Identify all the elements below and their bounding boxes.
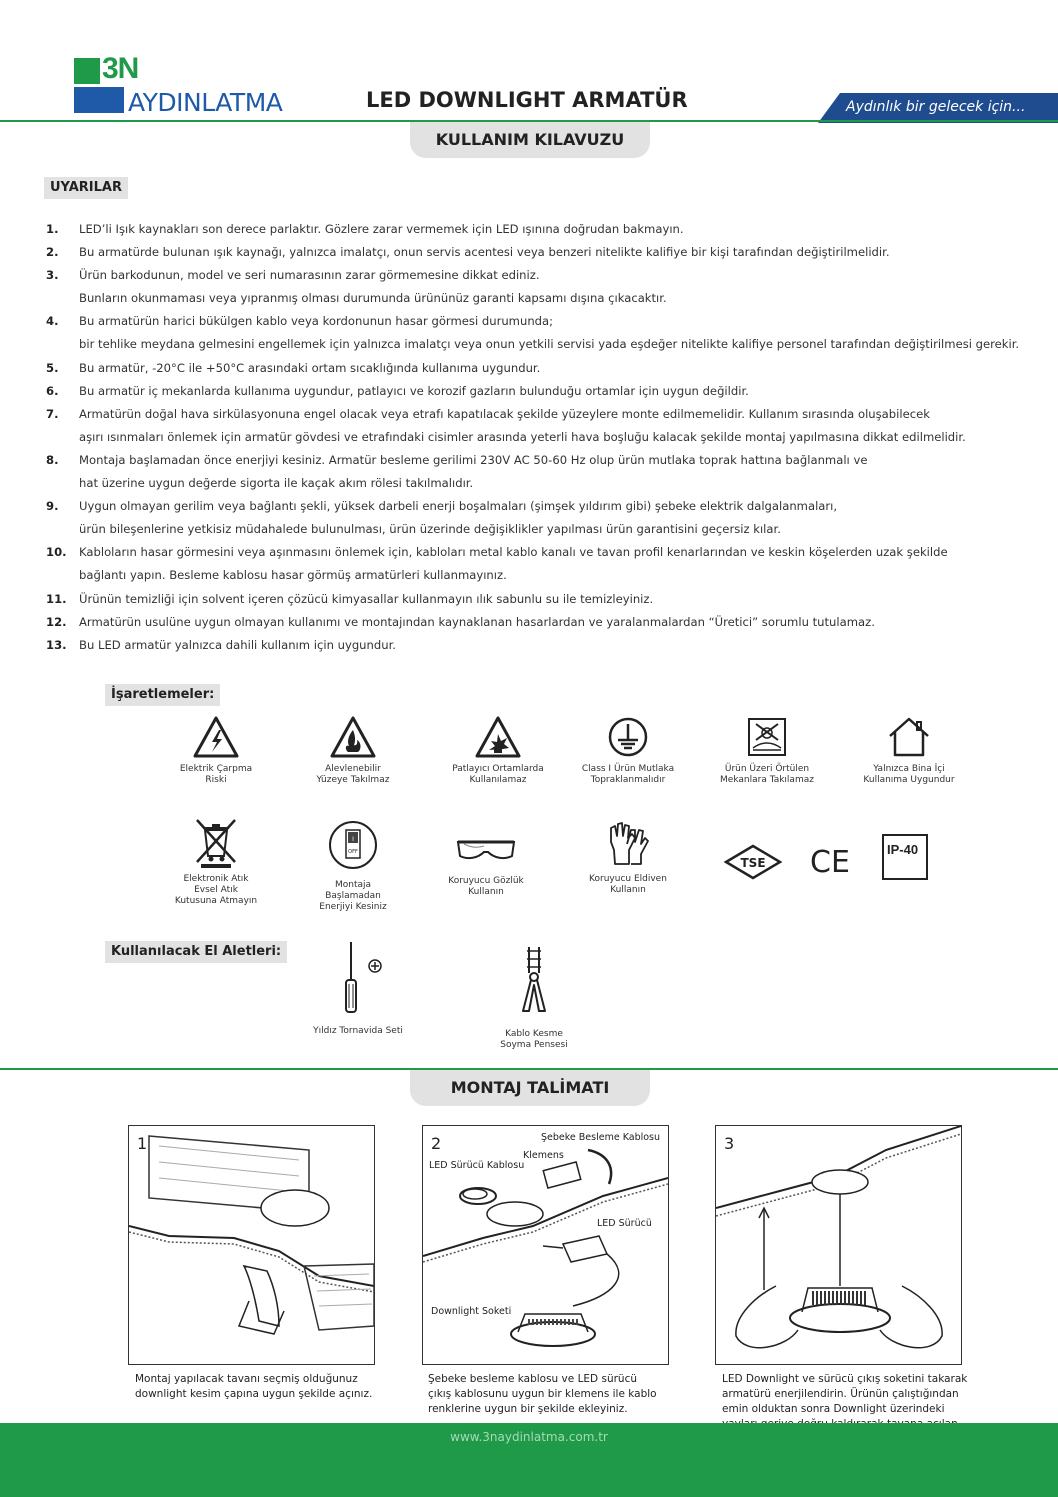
warning-item: [46, 449, 1026, 472]
warning-item: [46, 588, 1026, 611]
warning-text: Bu LED armatür yalnızca dahili kullanım için uygundur.: [79, 637, 396, 652]
warning-text: bağlantı yapın. Besleme kablosu hasar görmüş armatürleri kullanmayınız.: [79, 568, 507, 583]
symbol-electric-shock: Elektrik Çarpma Riski: [146, 716, 286, 786]
label-driver-cable: LED Sürücü Kablosu: [429, 1160, 525, 1171]
ip-rating-badge: IP-40: [882, 834, 928, 880]
tse-icon: [722, 842, 784, 882]
warning-number: 5.: [46, 360, 59, 375]
warning-number: 8.: [46, 452, 59, 467]
tools-heading: Kullanılacak El Aletleri:: [105, 941, 287, 963]
phillips-screwdriver-icon: [323, 940, 393, 1014]
warning-text: hat üzerine uygun değerde sigorta ile kaçak akım rölesi takılmalıdır.: [79, 476, 474, 491]
tool-screwdriver: Yıldız Tornavida Seti: [288, 940, 428, 1037]
symbol-earth-ground: Class I Ürün Mutlaka Topraklanmalıdır: [558, 716, 698, 786]
warning-item: [46, 426, 1026, 449]
wiring-illustration: [423, 1126, 668, 1364]
warning-text: Bu armatürde bulunan ışık kaynağı, yalnızca imalatçı, onun servis acentesi veya benzeri nitelikte kalifiye bir kişi tarafından değiştirilmelidir.: [79, 245, 890, 260]
svg-text:CE: CE: [810, 845, 850, 878]
warning-item: [46, 333, 1026, 356]
warning-text: Armatürün doğal hava sirkülasyonuna engel olacak veya etrafı kapatılacak şekilde yüzeylere monte edilmemelidir. Kullanım sırasında oluşabilecek: [79, 406, 930, 421]
warning-number: 3.: [46, 268, 59, 283]
section-title-usage-guide: KULLANIM KILAVUZU: [410, 122, 650, 158]
ce-icon: [808, 842, 856, 878]
step-3-panel: [715, 1125, 962, 1365]
step-number: 3: [724, 1134, 735, 1153]
warning-item: [46, 634, 1026, 657]
ce-mark: [808, 842, 856, 883]
warning-text: Kabloların hasar görmesini veya aşınmasını önlemek için, kabloları metal kablo kanalı ve tavan profil kenarlarından ve keskin köşelerden uzak şekilde: [79, 545, 948, 560]
warning-item: [46, 357, 1026, 380]
markings-heading: İşaretlemeler:: [105, 684, 220, 706]
warning-item: [46, 564, 1026, 587]
warning-number: 6.: [46, 383, 59, 398]
warning-number: 1.: [46, 222, 59, 236]
warning-item: [46, 518, 1026, 541]
switch-on-text: I: [352, 836, 354, 843]
step-2-panel: [422, 1125, 669, 1365]
ceiling-cutting-illustration: [129, 1126, 374, 1364]
symbol-explosive: Patlayıcı Ortamlarda Kullanılamaz: [428, 716, 568, 786]
power-switch-icon: [328, 820, 378, 870]
warning-number: 9.: [46, 499, 59, 514]
warning-number: [46, 472, 79, 495]
electric-shock-icon: [193, 716, 239, 758]
warning-text: Bu armatür iç mekanlarda kullanıma uygundur, patlayıcı ve korozif gazların bulunduğu ortamlar için uygun değildir.: [79, 383, 749, 398]
warning-item: [46, 287, 1026, 310]
warning-number: 4.: [46, 314, 59, 329]
wire-stripper-icon: [509, 945, 559, 1013]
warning-number: [46, 564, 79, 587]
warning-item: [46, 403, 1026, 426]
warning-text: LED’li Işık kaynakları son derece parlaktır. Gözlere zarar vermemek için LED ışınına doğrudan bakmayın.: [79, 222, 684, 236]
symbol-indoor-house: Yalnızca Bina İçi Kullanıma Uygundur: [839, 716, 979, 786]
warning-text: aşırı ısınmaları önlemek için armatür gövdesi ve etrafındaki cisimler arasında yeterli hava boşluğu kalacak şekilde montaj yapılmasına dikkat edilmelidir.: [79, 429, 966, 444]
symbol-safety-gloves: Koruyucu Eldiven Kullanın: [558, 820, 698, 896]
label-terminal-block: Klemens: [523, 1150, 564, 1161]
warning-text: Bunların okunmaması veya yıpranmış olması durumunda ürününüz garanti kapsamı dışına çıkacaktır.: [79, 291, 667, 306]
step-2-caption: Şebeke besleme kablosu ve LED sürücü çıkış kablosunu uygun bir klemens ile kablo renklerine uygun bir şekilde ekleyiniz.: [428, 1373, 657, 1415]
warning-number: 2.: [46, 245, 59, 260]
symbol-weee-bin: Elektronik Atık Evsel Atık Kutusuna Atmayın: [146, 818, 286, 907]
warnings-list: [46, 218, 1026, 657]
explosive-icon: [475, 716, 521, 758]
warning-text: Bu armatürün harici bükülgen kablo veya kordonunun hasar görmesi durumunda;: [79, 314, 554, 329]
warning-text: Ürünün temizliği için solvent içeren çözücü kimyasallar kullanmayın ılık sabunlu su ile temizleyiniz.: [79, 591, 654, 606]
symbol-no-cover: Ürün Üzeri Örtülen Mekanlara Takılamaz: [697, 716, 837, 786]
website-link[interactable]: www.3naydinlatma.com.tr: [450, 1430, 608, 1444]
warning-number: [46, 426, 79, 449]
flammable-icon: [330, 716, 376, 758]
page-title: LED DOWNLIGHT ARMATÜR: [366, 88, 688, 112]
weee-bin-icon: [193, 818, 239, 868]
warning-number: [46, 287, 79, 310]
safety-gloves-icon: [603, 820, 653, 868]
warning-item: [46, 310, 1026, 333]
warning-number: 13.: [46, 637, 67, 652]
step-number: 2: [431, 1134, 442, 1153]
step-number: 1: [137, 1134, 148, 1153]
warning-item: [46, 495, 1026, 518]
warning-number: 12.: [46, 614, 67, 629]
svg-text:TSE: TSE: [740, 856, 766, 870]
warning-text: Montaja başlamadan önce enerjiyi kesiniz. Armatür besleme gerilimi 230V AC 50-60 Hz olup ürün mutlaka toprak hattına bağlanmalı ve: [79, 452, 868, 467]
no-cover-icon: [744, 716, 790, 758]
warning-text: Uygun olmayan gerilim veya bağlantı şekli, yüksek darbeli enerji boşalmaları (şimşek yıldırım gibi) şebeke elektrik dalgalanmaları,: [79, 499, 838, 514]
warning-item: [46, 472, 1026, 495]
symbol-flammable: Alevlenebilir Yüzeye Takılmaz: [283, 716, 423, 786]
indoor-house-icon: [886, 716, 932, 758]
warning-item: [46, 218, 1026, 241]
warning-item: [46, 380, 1026, 403]
warning-text: ürün bileşenlerine yetkisiz müdahalede bulunulması, ürün üzerinde değişiklikler yapılması ürün garantisini geçersiz kılar.: [79, 522, 781, 537]
warning-number: 10.: [46, 545, 67, 560]
tse-mark: [722, 842, 784, 887]
logo-square-blue-1: [74, 87, 100, 113]
symbol-safety-goggles: Koruyucu Gözlük Kullanın: [416, 834, 556, 898]
label-mains-cable: Şebeke Besleme Kablosu: [541, 1132, 661, 1143]
warning-text: bir tehlike meydana gelmesini engellemek için yalnızca imalatçı veya onun yetkili servisi yada eşdeğer nitelikte kalifiye personel tarafından değiştirilmesi gerekir.: [79, 337, 1020, 352]
logo-mark: 3N: [102, 52, 139, 85]
slogan: Aydınlık bir gelecek için...: [846, 99, 1026, 115]
section-title-installation: MONTAJ TALİMATI: [410, 1070, 650, 1106]
warning-item: [46, 241, 1026, 264]
logo-square-blue-2: [100, 87, 124, 113]
step-1-caption: Montaj yapılacak tavanı seçmiş olduğunuz downlight kesim çapına uygun şekilde açınız.: [135, 1373, 373, 1400]
logo-text: AYDINLATMA: [128, 88, 283, 117]
warning-text: Armatürün usulüne uygun olmayan kullanımı ve montajından kaynaklanan hasarlardan ve yaralanmalardan “Üretici” sorumlu tutulamaz.: [79, 614, 875, 629]
warning-item: [46, 264, 1026, 287]
warning-item: [46, 541, 1026, 564]
earth-ground-icon: [605, 716, 651, 758]
warning-number: [46, 333, 79, 356]
warning-number: 11.: [46, 591, 67, 606]
logo-square-green: [74, 58, 100, 84]
safety-goggles-icon: [454, 834, 518, 864]
step-3-caption: LED Downlight ve sürücü çıkış soketini takarak armatürü enerjilendirin. Ürünün çalıştığından emin olduktan sonra Downlight üzerindeki: [722, 1373, 968, 1415]
label-downlight-socket: Downlight Soketi: [431, 1306, 512, 1317]
warning-number: 7.: [46, 406, 59, 421]
warning-item: [46, 611, 1026, 634]
warning-number: [46, 518, 79, 541]
step-1-panel: [128, 1125, 375, 1365]
warning-text: Ürün barkodunun, model ve seri numarasının zarar görmemesine dikkat ediniz.: [79, 268, 540, 283]
tool-wire-stripper: Kablo Kesme Soyma Pensesi: [464, 945, 604, 1051]
mounting-illustration: [716, 1126, 961, 1364]
switch-off-text: OFF: [348, 849, 358, 855]
warning-text: Bu armatür, -20°C ile +50°C arasındaki ortam sıcaklığında kullanıma uygundur.: [79, 360, 541, 375]
warnings-heading: UYARILAR: [44, 177, 128, 199]
label-led-driver: LED Sürücü: [597, 1218, 652, 1229]
symbol-power-switch: I OFF Montaja Başlamadan Enerjiyi Kesiniz: [283, 820, 423, 913]
